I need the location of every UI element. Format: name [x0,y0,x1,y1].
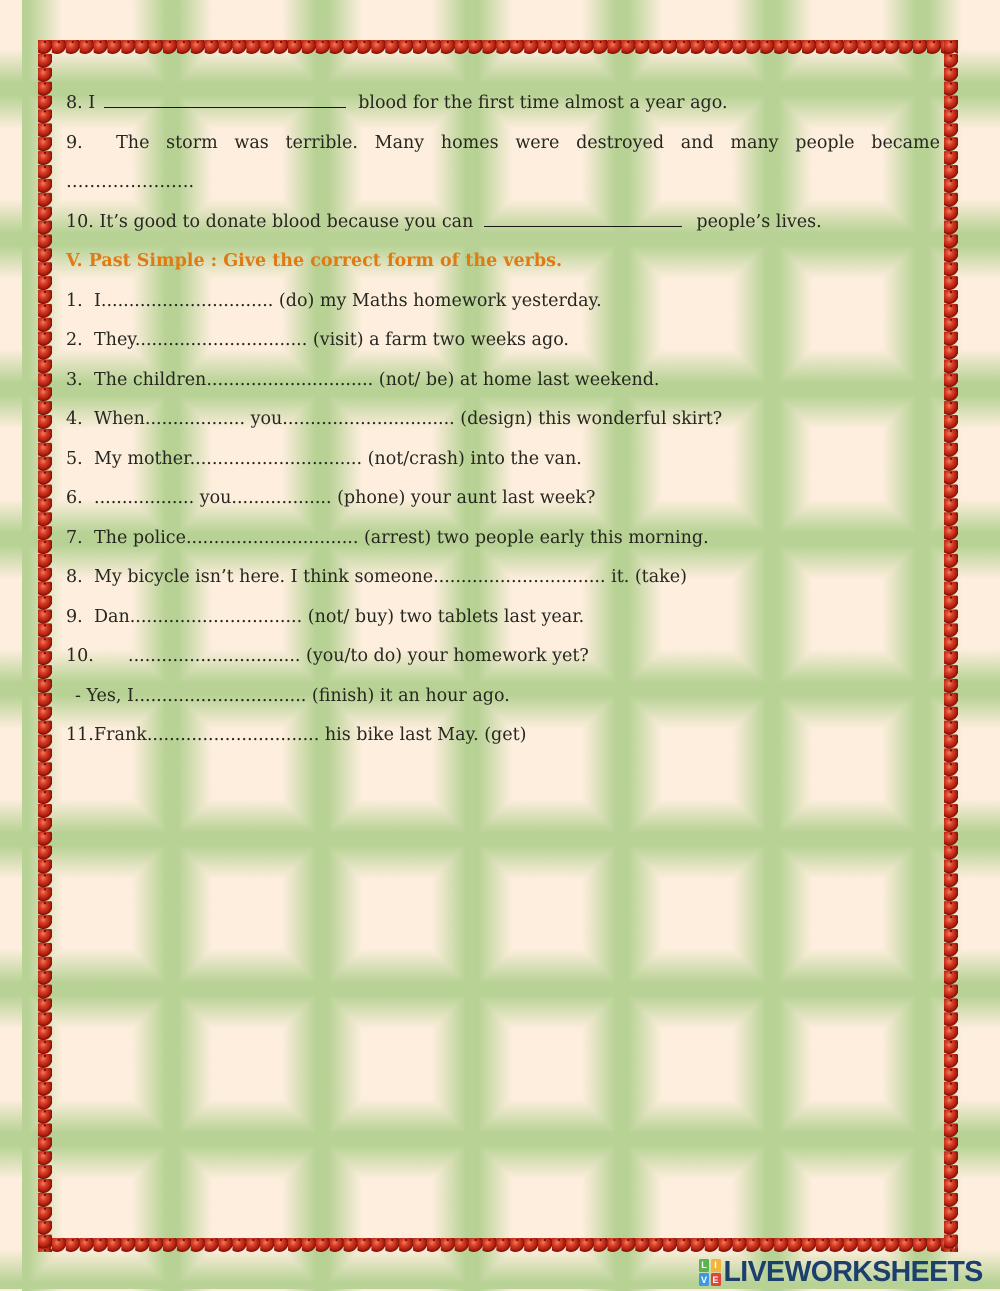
logo-letter-v: V [700,1274,707,1285]
liveworksheets-logo[interactable] [699,1256,983,1289]
question-8-prefix: 8. I [66,93,96,113]
section-heading: V. Past Simple : Give the correct form of the verbs. [66,251,563,271]
logo-letter-i: I [711,1259,721,1272]
worksheet-content [66,84,940,756]
question-10-prefix: 10. It’s good to donate blood because you can [66,211,474,232]
list-item-number: 11. [66,725,94,745]
list-item-number [66,677,75,717]
bead-border-bottom [38,1238,958,1252]
list-item-text[interactable]: .................. you.................. (phone) your aunt last week? [94,488,596,508]
bead-border-left [38,40,52,1252]
list-item-number: 5. [66,448,83,469]
question-8 [66,84,940,124]
list-item [66,716,940,756]
question-10-suffix: people’s lives. [696,211,822,232]
question-8-suffix: blood for the first time almost a year ago. [358,93,728,113]
past-simple-list [66,282,940,756]
list-item-text[interactable]: The police............................... (arrest) two people early this morning. [94,527,709,548]
list-item [66,282,940,322]
list-item-number: 4. [66,409,83,429]
question-9-line: 9. The storm was terrible. Many homes were destroyed and many people became [66,132,940,153]
liveworksheets-icon [699,1259,721,1287]
list-item-text[interactable]: When.................. you............................... (design) this wonderful skirt? [94,409,723,429]
question-10 [66,203,940,243]
list-item-number: 1. [66,290,83,311]
bead-border-right [944,40,958,1252]
list-item-text[interactable]: They............................... (visit) a farm two weeks ago. [94,330,569,350]
list-item [66,321,940,361]
logo-letter-e: E [712,1274,719,1285]
list-item-number: 7. [66,527,83,548]
brand-name: LIVEWORKSHEETS [723,1256,983,1288]
list-item [66,400,940,440]
question-9-dotted-blank[interactable]: …………………. [66,172,195,192]
list-item [66,361,940,401]
list-item-number: 6. [66,488,83,508]
logo-letter-l: L [699,1259,709,1272]
list-item-number: 9. [66,606,83,627]
list-item-text[interactable]: Frank............................... his bike last May. (get) [94,725,527,745]
list-item-text[interactable]: ............................... (you/to do) your homework yet? [128,646,589,666]
list-item-number: 10. [66,646,94,666]
list-item [66,598,940,638]
answer-blank-q8[interactable] [104,89,346,108]
list-item [66,677,940,717]
list-item [66,440,940,480]
list-item-text[interactable]: I............................... (do) my Maths homework yesterday. [94,290,602,311]
bead-border-top [38,40,958,54]
list-item-number: 3. [66,369,83,390]
answer-blank-q10[interactable] [484,207,682,226]
list-item-number: 8. [66,567,83,587]
list-item-text[interactable]: My bicycle isn’t here. I think someone............................... it. (take) [94,567,687,587]
list-item [66,479,940,519]
list-item-text[interactable]: Dan............................... (not/ buy) two tablets last year. [94,606,585,627]
list-item [66,637,940,677]
list-item-text[interactable]: - Yes, I............................... (finish) it an hour ago. [75,685,510,706]
list-item [66,558,940,598]
list-item-text[interactable]: My mother............................... (not/crash) into the van. [94,448,582,469]
list-item-text[interactable]: The children.............................. (not/ be) at home last weekend. [94,369,660,390]
list-item-number: 2. [66,330,83,350]
list-item [66,519,940,559]
